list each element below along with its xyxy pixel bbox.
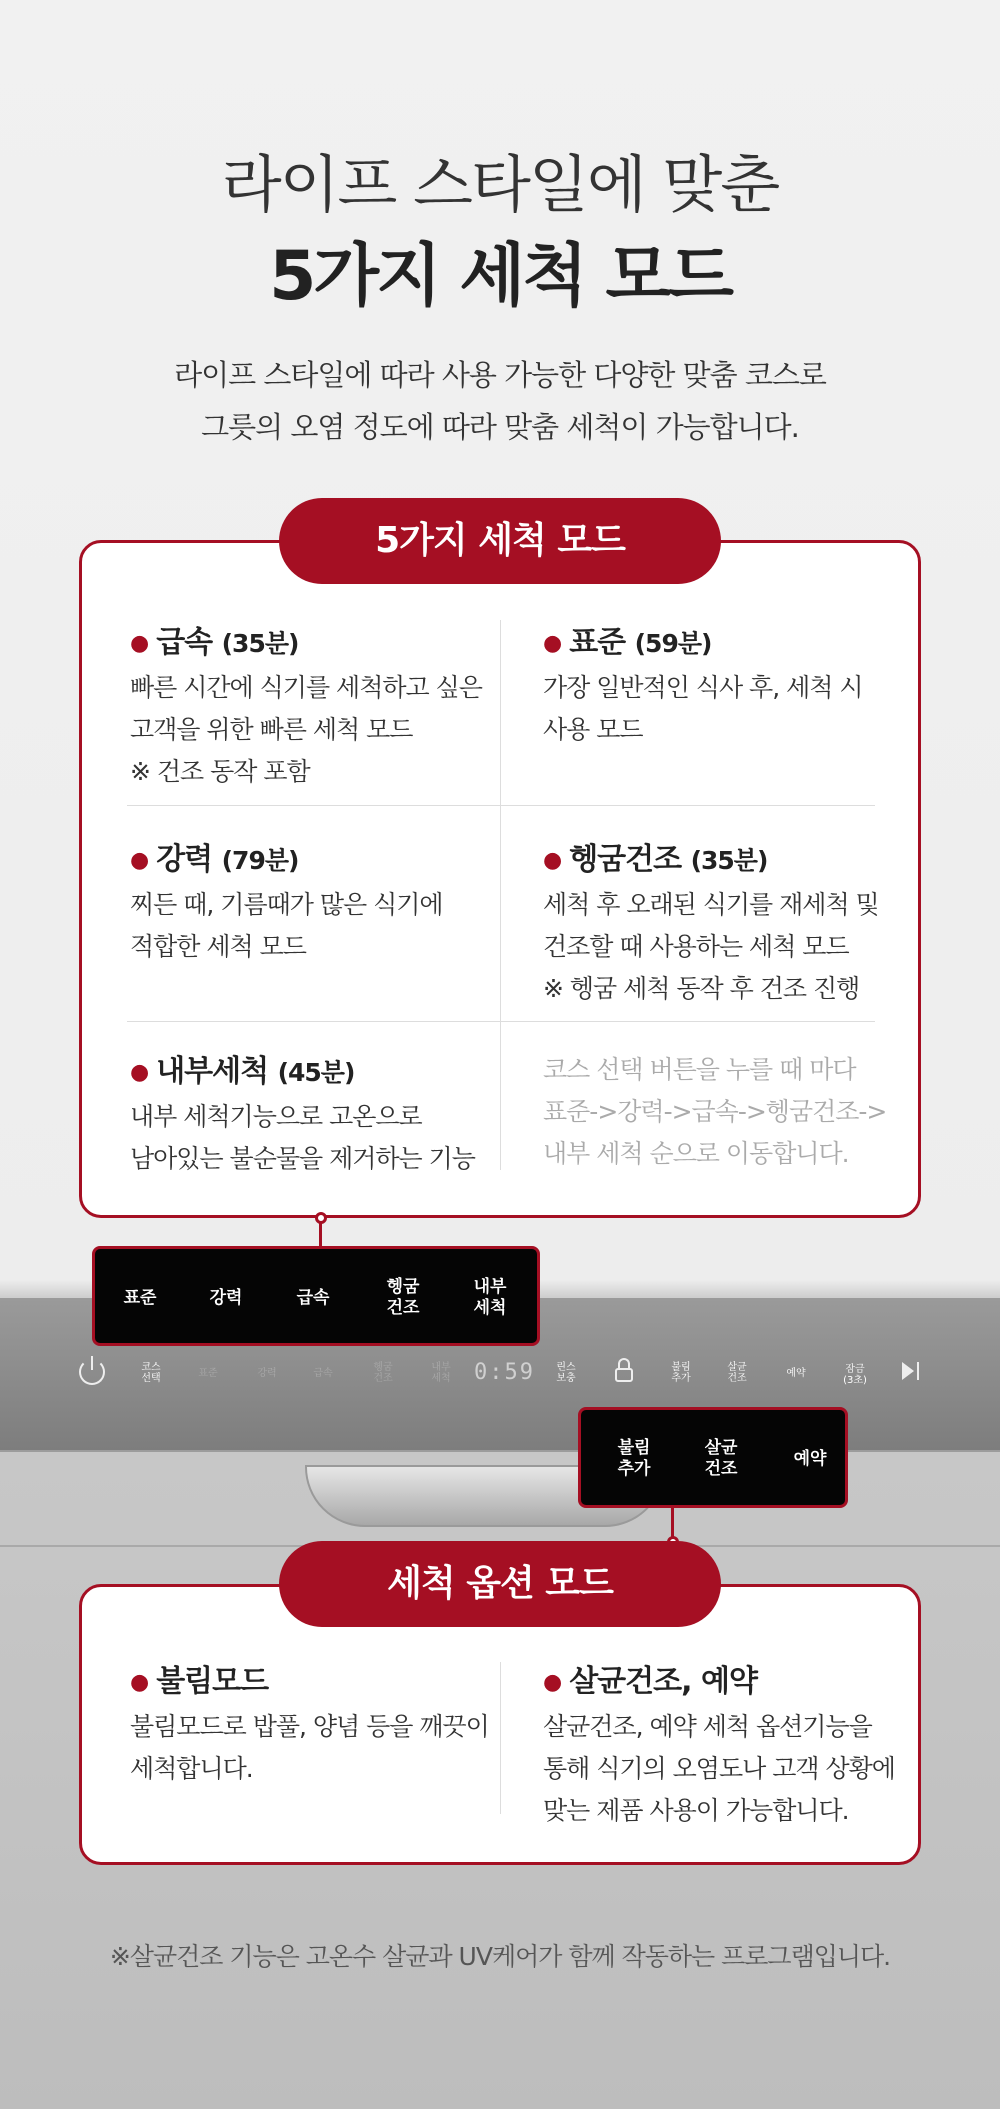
course-button-rapid[interactable]: 급속 xyxy=(296,1288,330,1308)
mode-item-intensive: ● 강력 (79분) 찌든 때, 기름때가 많은 식기에 적합한 세척 모드 xyxy=(130,834,490,968)
strip-course-rapid: 급속 xyxy=(313,1368,333,1379)
modes-divider-row1 xyxy=(127,805,875,806)
strip-course-select[interactable]: 코스 선택 xyxy=(141,1362,161,1384)
mode-item-tub-clean: ● 내부세척 (45분) 내부 세척기능으로 고온으로 남아있는 불순물을 제거하는 기능 xyxy=(130,1046,490,1180)
mode-name: 강력 xyxy=(156,842,213,877)
option-item-soak: ● 불림모드 불림모드로 밥풀, 양념 등을 깨끗이 세척합니다. xyxy=(130,1656,500,1790)
modes-divider-vertical xyxy=(500,620,501,1170)
mode-time: (45분) xyxy=(277,1058,355,1087)
lock-icon[interactable] xyxy=(615,1368,633,1382)
subtitle-line1: 라이프 스타일에 따라 사용 가능한 다양한 맞춤 코스로 xyxy=(174,358,826,392)
mode-desc-line: 빠른 시간에 식기를 세척하고 싶은 xyxy=(130,673,482,702)
mode-desc-line: 세척 후 오래된 식기를 재세척 및 xyxy=(543,890,879,919)
mode-desc-line: 남아있는 불순물을 제거하는 기능 xyxy=(130,1144,475,1173)
note-line: 코스 선택 버튼을 누를 때 마다 xyxy=(543,1055,856,1084)
mode-desc-line: 고객을 위한 빠른 세척 모드 xyxy=(130,715,413,744)
mode-time: (35분) xyxy=(690,846,768,875)
strip-course-tub-clean: 내부 세척 xyxy=(431,1362,451,1384)
mode-desc-line: 건조할 때 사용하는 세척 모드 xyxy=(543,932,849,961)
mode-name: 내부세척 xyxy=(156,1054,269,1089)
mode-item-standard: ● 표준 (59분) 가장 일반적인 식사 후, 세척 시 사용 모드 xyxy=(543,617,903,751)
course-button-rinse-dry[interactable]: 헹굼 건조 xyxy=(386,1277,420,1318)
mode-time: (79분) xyxy=(221,846,299,875)
mode-name: 표준 xyxy=(569,625,626,660)
course-button-standard[interactable]: 표준 xyxy=(123,1288,157,1308)
option-button-sterilize[interactable]: 살균 건조 xyxy=(704,1438,738,1479)
strip-option-soak[interactable]: 불림 추가 xyxy=(671,1362,691,1384)
mode-desc-line: 사용 모드 xyxy=(543,715,643,744)
mode-time: (59분) xyxy=(634,629,712,658)
door-seam xyxy=(0,1450,1000,1452)
mode-name: 헹굼건조 xyxy=(569,842,682,877)
mode-desc-line: ※ 건조 동작 포함 xyxy=(130,757,310,786)
modes-divider-row2 xyxy=(127,1021,875,1022)
option-desc-line: 불림모드로 밥풀, 양념 등을 깨끗이 xyxy=(130,1712,489,1741)
option-button-soak[interactable]: 불림 추가 xyxy=(617,1438,651,1479)
lock-icon-shackle xyxy=(618,1358,630,1370)
course-buttons-panel xyxy=(92,1246,540,1346)
option-desc-line: 통해 식기의 오염도나 고객 상황에 xyxy=(543,1754,895,1783)
modes-badge: 5가지 세척 모드 xyxy=(279,498,721,584)
note-line: 표준->강력->급속->헹굼건조-> xyxy=(543,1097,887,1126)
strip-option-sterilize[interactable]: 살균 건조 xyxy=(727,1362,747,1384)
strip-course-standard: 표준 xyxy=(198,1368,218,1379)
play-pause-icon-bar xyxy=(917,1362,919,1380)
connector-dot xyxy=(315,1212,327,1224)
mode-desc-line: 내부 세척기능으로 고온으로 xyxy=(130,1102,422,1131)
strip-rinse-refill: 린스 보충 xyxy=(556,1362,576,1384)
option-item-sterilize-reserve: ● 살균건조, 예약 살균건조, 예약 세척 옵션기능을 통해 식기의 오염도나 고객 상황에 맞는 제품 사용이 가능합니다. xyxy=(543,1656,913,1832)
course-order-note xyxy=(543,1049,903,1175)
option-desc-line: 세척합니다. xyxy=(130,1754,253,1783)
option-buttons-panel xyxy=(578,1407,848,1508)
option-name: 불림모드 xyxy=(156,1664,269,1699)
mode-desc-line: 가장 일반적인 식사 후, 세척 시 xyxy=(543,673,863,702)
mode-item-rinse-dry: ● 헹굼건조 (35분) 세척 후 오래된 식기를 재세척 및 건조할 때 사용하는 세척 모드 ※ 헹굼 세척 동작 후 건조 진행 xyxy=(543,834,903,1010)
footnote: ※살균건조 기능은 고온수 살균과 UV케어가 함께 작동하는 프로그램입니다. xyxy=(109,1942,891,1971)
strip-course-rinse-dry: 헹굼 건조 xyxy=(373,1362,393,1384)
course-button-tub-clean[interactable]: 내부 세척 xyxy=(473,1277,507,1318)
mode-desc-line: ※ 헹굼 세척 동작 후 건조 진행 xyxy=(543,974,860,1003)
subtitle-line2: 그릇의 오염 정도에 따라 맞춤 세척이 가능합니다. xyxy=(201,410,799,444)
power-icon-bar xyxy=(91,1356,93,1370)
option-desc-line: 살균건조, 예약 세척 옵션기능을 xyxy=(543,1712,872,1741)
option-name: 살균건조, 예약 xyxy=(569,1664,757,1699)
note-line: 내부 세척 순으로 이동합니다. xyxy=(543,1139,849,1168)
mode-time: (35분) xyxy=(221,629,299,658)
option-desc-line: 맞는 제품 사용이 가능합니다. xyxy=(543,1796,849,1825)
headline-line2: 5가지 세척 모드 xyxy=(269,237,731,316)
mode-desc-line: 찌든 때, 기름때가 많은 식기에 xyxy=(130,890,443,919)
play-pause-icon[interactable] xyxy=(902,1362,914,1380)
options-badge: 세척 옵션 모드 xyxy=(279,1541,721,1627)
option-button-reserve[interactable]: 예약 xyxy=(793,1449,827,1469)
time-display: 0:59 xyxy=(474,1360,535,1385)
course-button-intensive[interactable]: 강력 xyxy=(209,1288,243,1308)
mode-desc-line: 적합한 세척 모드 xyxy=(130,932,306,961)
strip-option-reserve[interactable]: 예약 xyxy=(786,1368,806,1379)
strip-course-intensive: 강력 xyxy=(257,1368,277,1379)
mode-item-rapid: ● 급속 (35분) 빠른 시간에 식기를 세척하고 싶은 고객을 위한 빠른 세척 모드 ※ 건조 동작 포함 xyxy=(130,617,490,793)
mode-name: 급속 xyxy=(156,625,213,660)
strip-lock-label: 잠금 (3초) xyxy=(843,1364,867,1386)
options-divider-vertical xyxy=(500,1662,501,1814)
headline-line1: 라이프 스타일에 맞춘 xyxy=(221,148,779,221)
